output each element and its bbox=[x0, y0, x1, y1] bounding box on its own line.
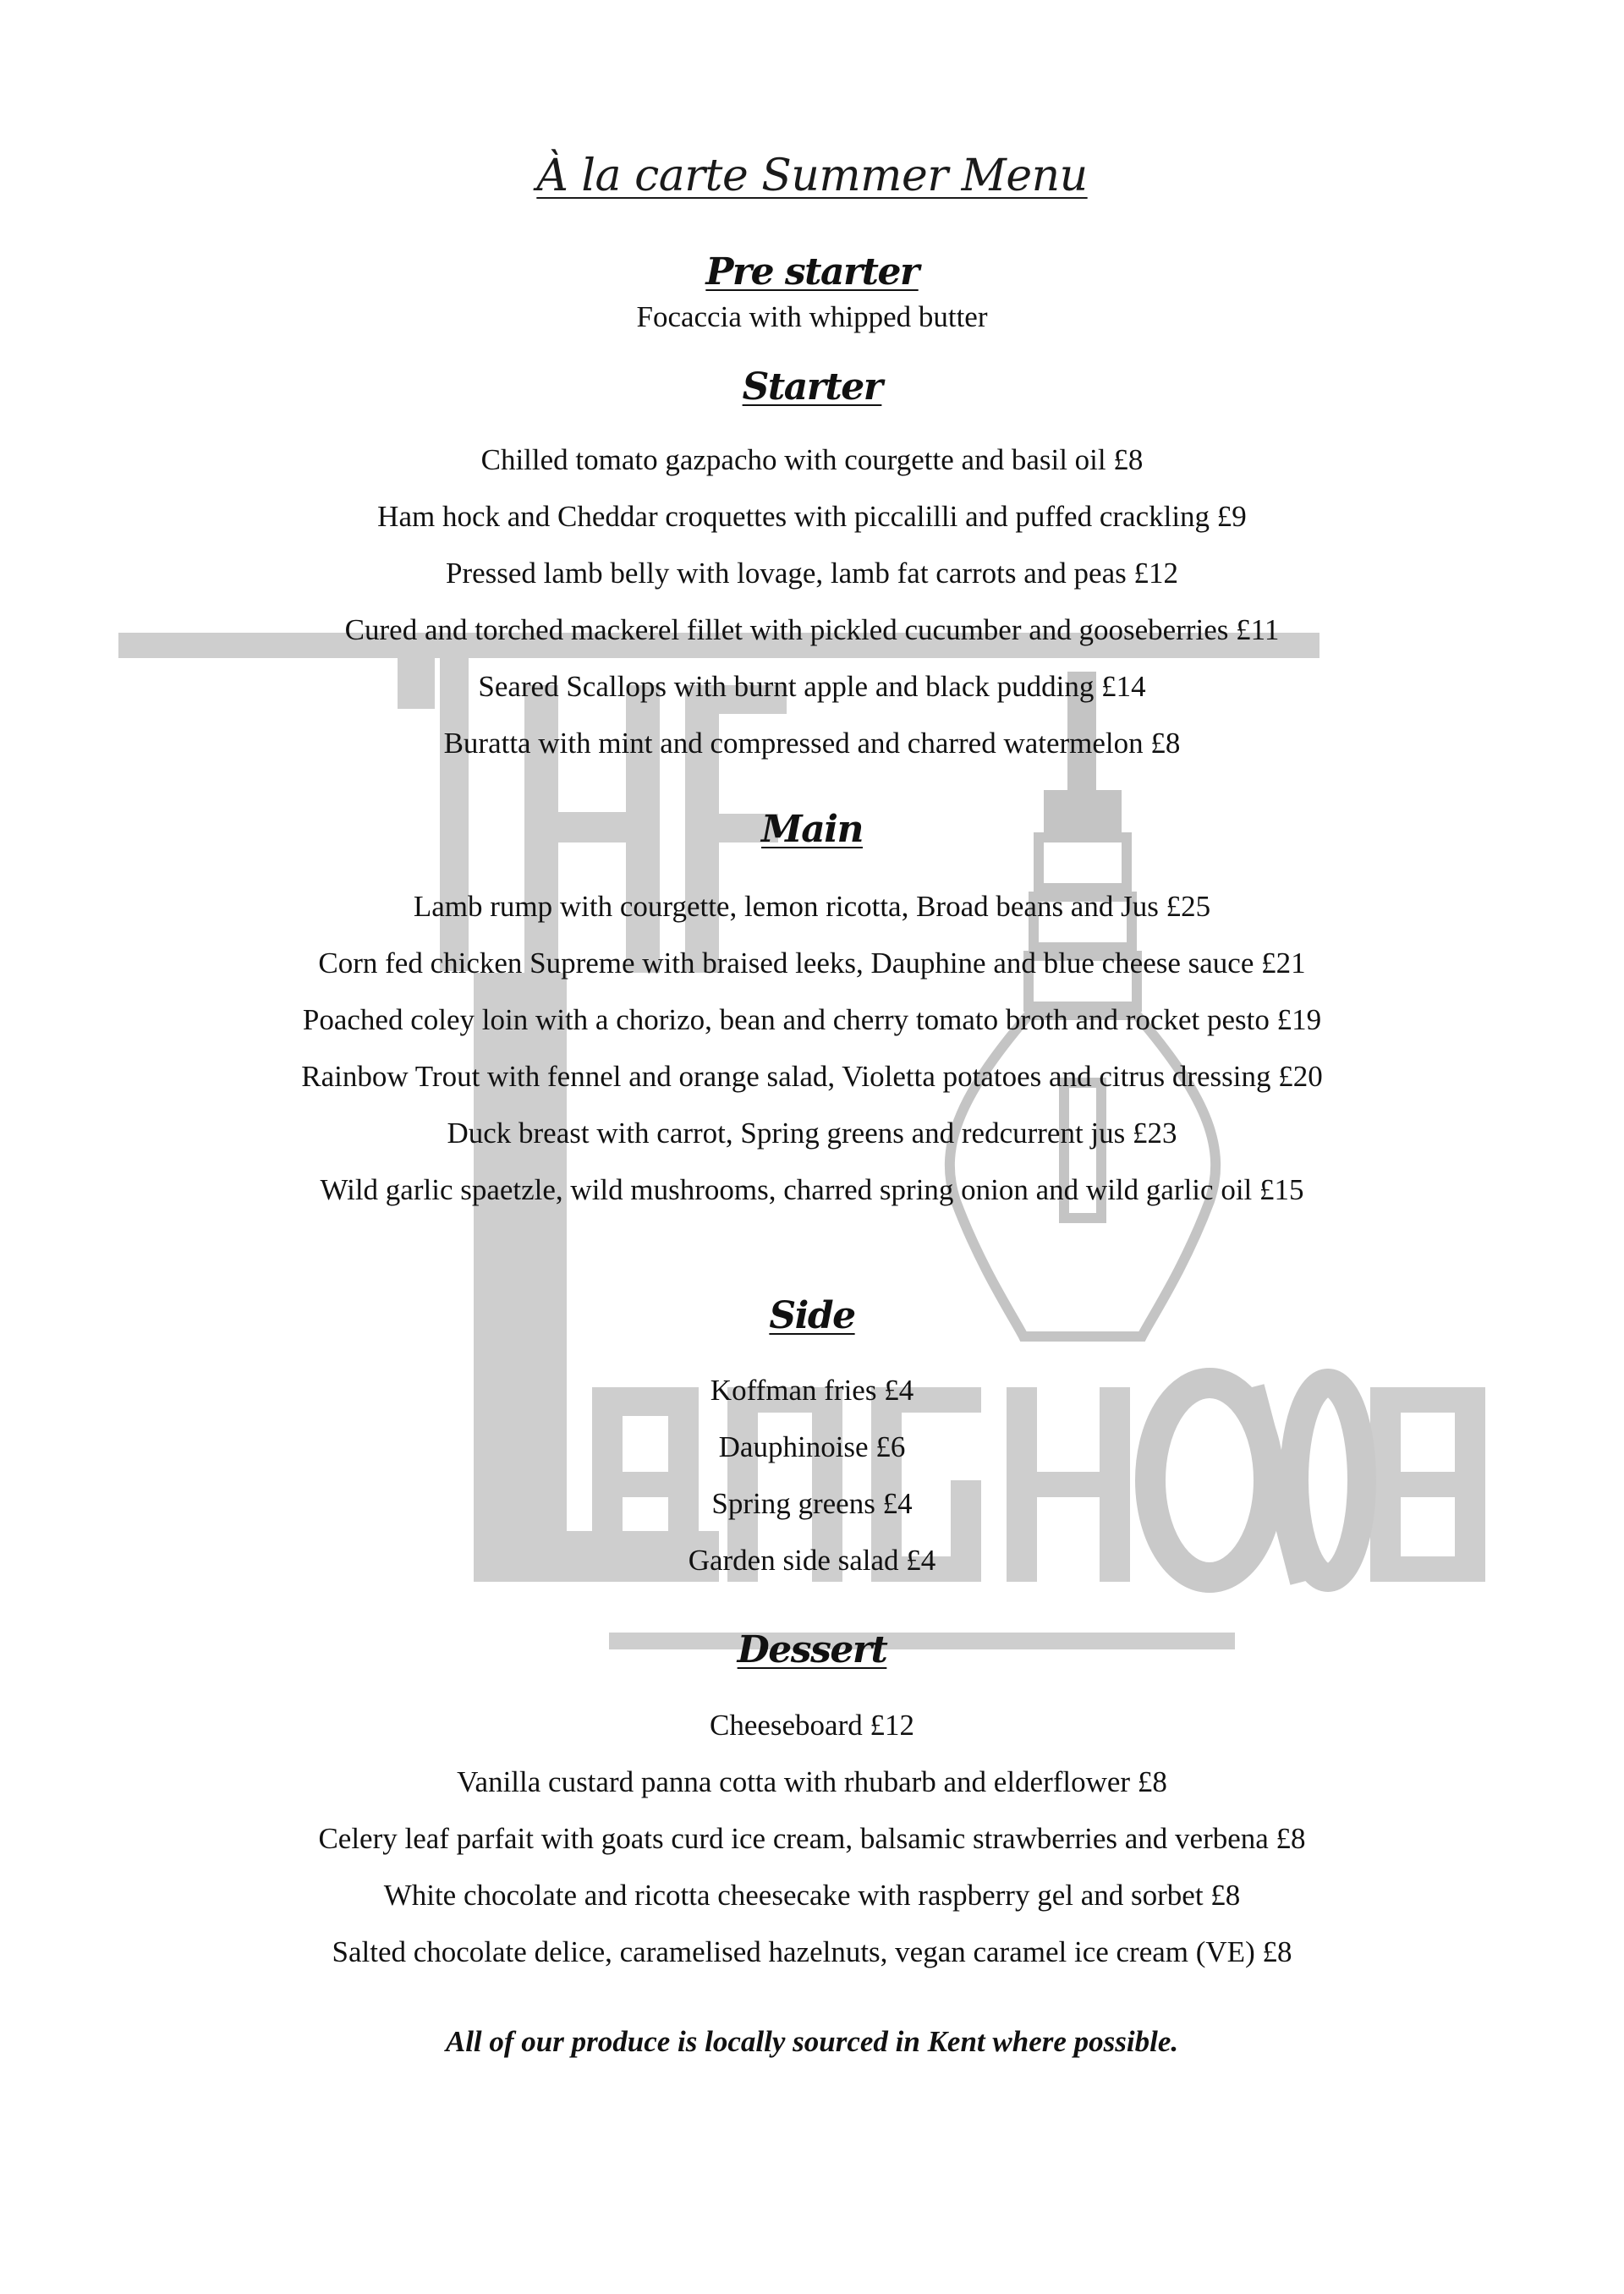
menu-title: À la carte Summer Menu bbox=[536, 151, 1088, 201]
menu-item: Celery leaf parfait with goats curd ice cream, balsamic strawberries and verbena £8 bbox=[318, 1822, 1306, 1855]
menu-item: Pressed lamb belly with lovage, lamb fat carrots and peas £12 bbox=[445, 557, 1178, 590]
menu-item: Corn fed chicken Supreme with braised leeks, Dauphine and blue cheese sauce £21 bbox=[318, 947, 1306, 980]
menu-item: Dauphinoise £6 bbox=[718, 1430, 906, 1463]
menu-item: Lamb rump with courgette, lemon ricotta, Broad beans and Jus £25 bbox=[413, 890, 1211, 923]
menu-item: Rainbow Trout with fennel and orange salad, Violetta potatoes and citrus dressing £20 bbox=[301, 1060, 1323, 1093]
menu-item: Cheeseboard £12 bbox=[709, 1709, 914, 1742]
menu-item: Duck breast with carrot, Spring greens and redcurrent jus £23 bbox=[447, 1117, 1177, 1150]
section-heading-dessert: Dessert bbox=[737, 1628, 887, 1671]
section-heading-main: Main bbox=[761, 808, 863, 851]
menu-item: Focaccia with whipped butter bbox=[636, 300, 988, 333]
menu-item: Koffman fries £4 bbox=[710, 1374, 914, 1407]
menu-item: Chilled tomato gazpacho with courgette and basil oil £8 bbox=[480, 443, 1144, 476]
menu-item: Wild garlic spaetzle, wild mushrooms, charred spring onion and wild garlic oil £15 bbox=[320, 1173, 1304, 1206]
section-heading-pre-starter: Pre starter bbox=[705, 250, 919, 294]
section-heading-side: Side bbox=[769, 1294, 855, 1337]
menu-item: Cured and torched mackerel fillet with pickled cucumber and gooseberries £11 bbox=[344, 613, 1280, 646]
menu-item: Ham hock and Cheddar croquettes with piccalilli and puffed crackling £9 bbox=[377, 500, 1247, 533]
menu-item: Garden side salad £4 bbox=[688, 1544, 936, 1577]
menu-item: Buratta with mint and compressed and charred watermelon £8 bbox=[443, 727, 1181, 760]
menu-item: Salted chocolate delice, caramelised hazelnuts, vegan caramel ice cream (VE) £8 bbox=[332, 1935, 1292, 1968]
menu-item: Poached coley loin with a chorizo, bean and cherry tomato broth and rocket pesto £19 bbox=[302, 1003, 1322, 1036]
menu-item: Vanilla custard panna cotta with rhubarb and elderflower £8 bbox=[457, 1765, 1167, 1798]
menu-item: White chocolate and ricotta cheesecake with raspberry gel and sorbet £8 bbox=[383, 1879, 1241, 1912]
section-heading-starter: Starter bbox=[742, 365, 882, 409]
sourcing-note: All of our produce is locally sourced in Kent where possible. bbox=[445, 2025, 1179, 2058]
menu-item: Seared Scallops with burnt apple and black pudding £14 bbox=[478, 670, 1146, 703]
menu-item: Spring greens £4 bbox=[711, 1487, 913, 1520]
